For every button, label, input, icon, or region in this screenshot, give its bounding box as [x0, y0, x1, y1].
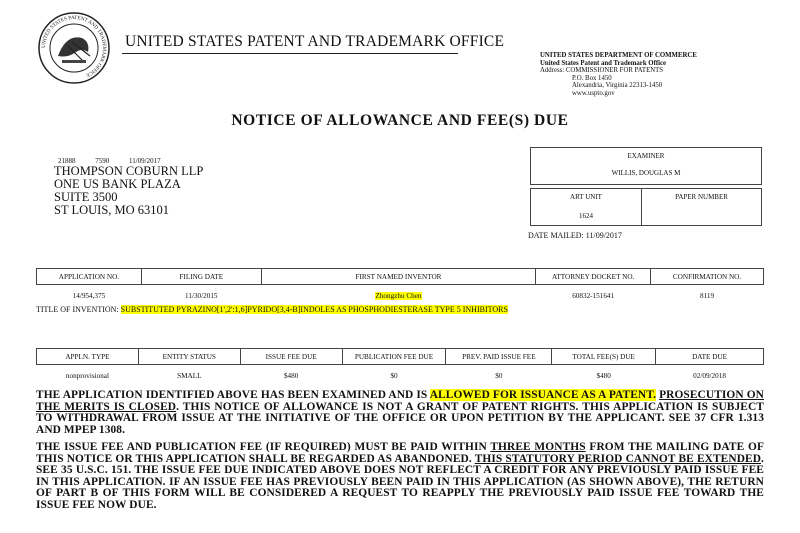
art-unit-value: 1624: [579, 212, 593, 220]
allowance-paragraph: THE APPLICATION IDENTIFIED ABOVE HAS BEEN EXAMINED AND IS ALLOWED FOR ISSUANCE AS A PATENT. PROSECUTION ON THE MERITS IS CLOSED. THIS NOTICE OF ALLOWANCE IS NOT A GRANT OF PATENT RIGHTS. THIS APPLICATION IS SUBJECT TO WITHDRAWAL FROM ISSUE AT THE INITIATIVE OF THE OFFICE OR UPON PETITION BY THE APPLICANT. SEE 37 CFR 1.313 AND MPEP 1308.: [36, 389, 764, 436]
examiner-box: [530, 147, 762, 185]
filing-date: 11/30/2015: [185, 291, 218, 300]
address-line: THOMPSON COBURN LLP: [54, 164, 204, 178]
col-header: TOTAL FEE(S) DUE: [552, 349, 656, 365]
table-header-row: [37, 269, 764, 285]
col-header: APPLICATION NO.: [37, 269, 142, 285]
col-header: PREV. PAID ISSUE FEE: [446, 349, 552, 365]
title-label: TITLE OF INVENTION:: [36, 305, 121, 314]
correspondence-address: [54, 165, 203, 217]
paper-number-label: PAPER NUMBER: [675, 193, 728, 201]
customer-number: 21888: [58, 157, 76, 165]
address-line: ONE US BANK PLAZA: [54, 177, 181, 191]
art-unit-box: [530, 188, 762, 226]
col-header: ISSUE FEE DUE: [240, 349, 342, 365]
first-named-inventor: Zhongzhu Chen: [375, 291, 422, 300]
title-of-invention: [36, 305, 508, 314]
svg-text:UNITED STATES PATENT AND TRADE: UNITED STATES PATENT AND TRADEMARK OFFICE: [40, 14, 108, 79]
publication-fee-due: $0: [390, 371, 398, 380]
address-line: www.uspto.gov: [572, 89, 615, 97]
col-header: APPLN. TYPE: [37, 349, 139, 365]
fee-paragraph: THE ISSUE FEE AND PUBLICATION FEE (IF REQUIRED) MUST BE PAID WITHIN THREE MONTHS FROM THE MAILING DATE OF THIS NOTICE OR THIS APPLICATION SHALL BE REGARDED AS ABANDONED. THIS STATUTORY PERIOD CANNOT BE EXTENDED. SEE 35 U.S.C. 151. THE ISSUE FEE DUE INDICATED ABOVE DOES NOT REFLECT A CREDIT FOR ANY PREVIOUSLY PAID ISSUE FEE IN THIS APPLICATION. IF AN ISSUE FEE HAS PREVIOUSLY BEEN PAID IN THIS APPLICATION (AS SHOWN ABOVE), THE RETURN OF PART B OF THIS FORM WILL BE CONSIDERED A REQUEST TO REAPPLY THE PREVIOUSLY PAID ISSUE FEE TOWARD THE ISSUE FEE NOW DUE.: [36, 441, 765, 511]
fees-table: [36, 348, 764, 384]
col-header: ATTORNEY DOCKET NO.: [536, 269, 651, 285]
confirmation-number: 8119: [699, 291, 715, 300]
issue-fee-due: $480: [283, 371, 299, 380]
title-value: SUBSTITUTED PYRAZINO[1',2':1,6]PYRIDO[3,4-B]INDOLES AS PHOSPHODIESTERASE TYPE 5 INHIBITORS: [120, 305, 508, 314]
col-header: ENTITY STATUS: [138, 349, 240, 365]
application-table: [36, 268, 764, 304]
address-line: P.O. Box 1450: [572, 74, 612, 82]
col-header: DATE DUE: [656, 349, 764, 365]
codes-date: 11/09/2017: [129, 157, 161, 165]
col-header: CONFIRMATION NO.: [651, 269, 764, 285]
col-header: FIRST NAMED INVENTOR: [261, 269, 536, 285]
col-header: PUBLICATION FEE DUE: [342, 349, 446, 365]
entity-status: SMALL: [177, 371, 202, 380]
examiner-name: WILLIS, DOUGLAS M: [611, 169, 681, 177]
dept-line: United States Patent and Trademark Office: [540, 59, 667, 67]
examiner-label: EXAMINER: [627, 152, 665, 160]
title-divider: [122, 53, 458, 54]
office-title: UNITED STATES PATENT AND TRADEMARK OFFICE: [125, 33, 505, 50]
address-line: Address: COMMISSIONER FOR PATENTS: [540, 67, 664, 75]
table-row: [37, 285, 764, 305]
total-fees-due: $480: [596, 371, 611, 380]
application-number: 14/954,375: [72, 291, 106, 300]
address-line: Alexandria, Virginia 22313-1450: [572, 82, 663, 90]
dept-line: UNITED STATES DEPARTMENT OF COMMERCE: [540, 52, 697, 59]
uspto-seal-icon: [38, 12, 110, 84]
table-header-row: [37, 349, 764, 365]
col-header: FILING DATE: [141, 269, 261, 285]
address-line: SUITE 3500: [54, 190, 118, 204]
date-mailed: DATE MAILED: 11/09/2017: [528, 231, 622, 240]
notice-title: NOTICE OF ALLOWANCE AND FEE(S) DUE: [231, 112, 569, 129]
attorney-docket-number: 60832-151641: [572, 291, 615, 300]
appln-type: nonprovisional: [65, 371, 109, 380]
prev-paid-issue-fee: $0: [495, 371, 503, 380]
date-due: 02/09/2018: [693, 371, 726, 380]
art-unit-label: ART UNIT: [570, 193, 602, 201]
address-line: ST LOUIS, MO 63101: [54, 203, 170, 217]
code: 7590: [95, 157, 110, 165]
allowed-highlight: ALLOWED FOR ISSUANCE AS A PATENT.: [429, 389, 657, 401]
table-row: [37, 365, 764, 385]
department-address: [540, 52, 697, 98]
